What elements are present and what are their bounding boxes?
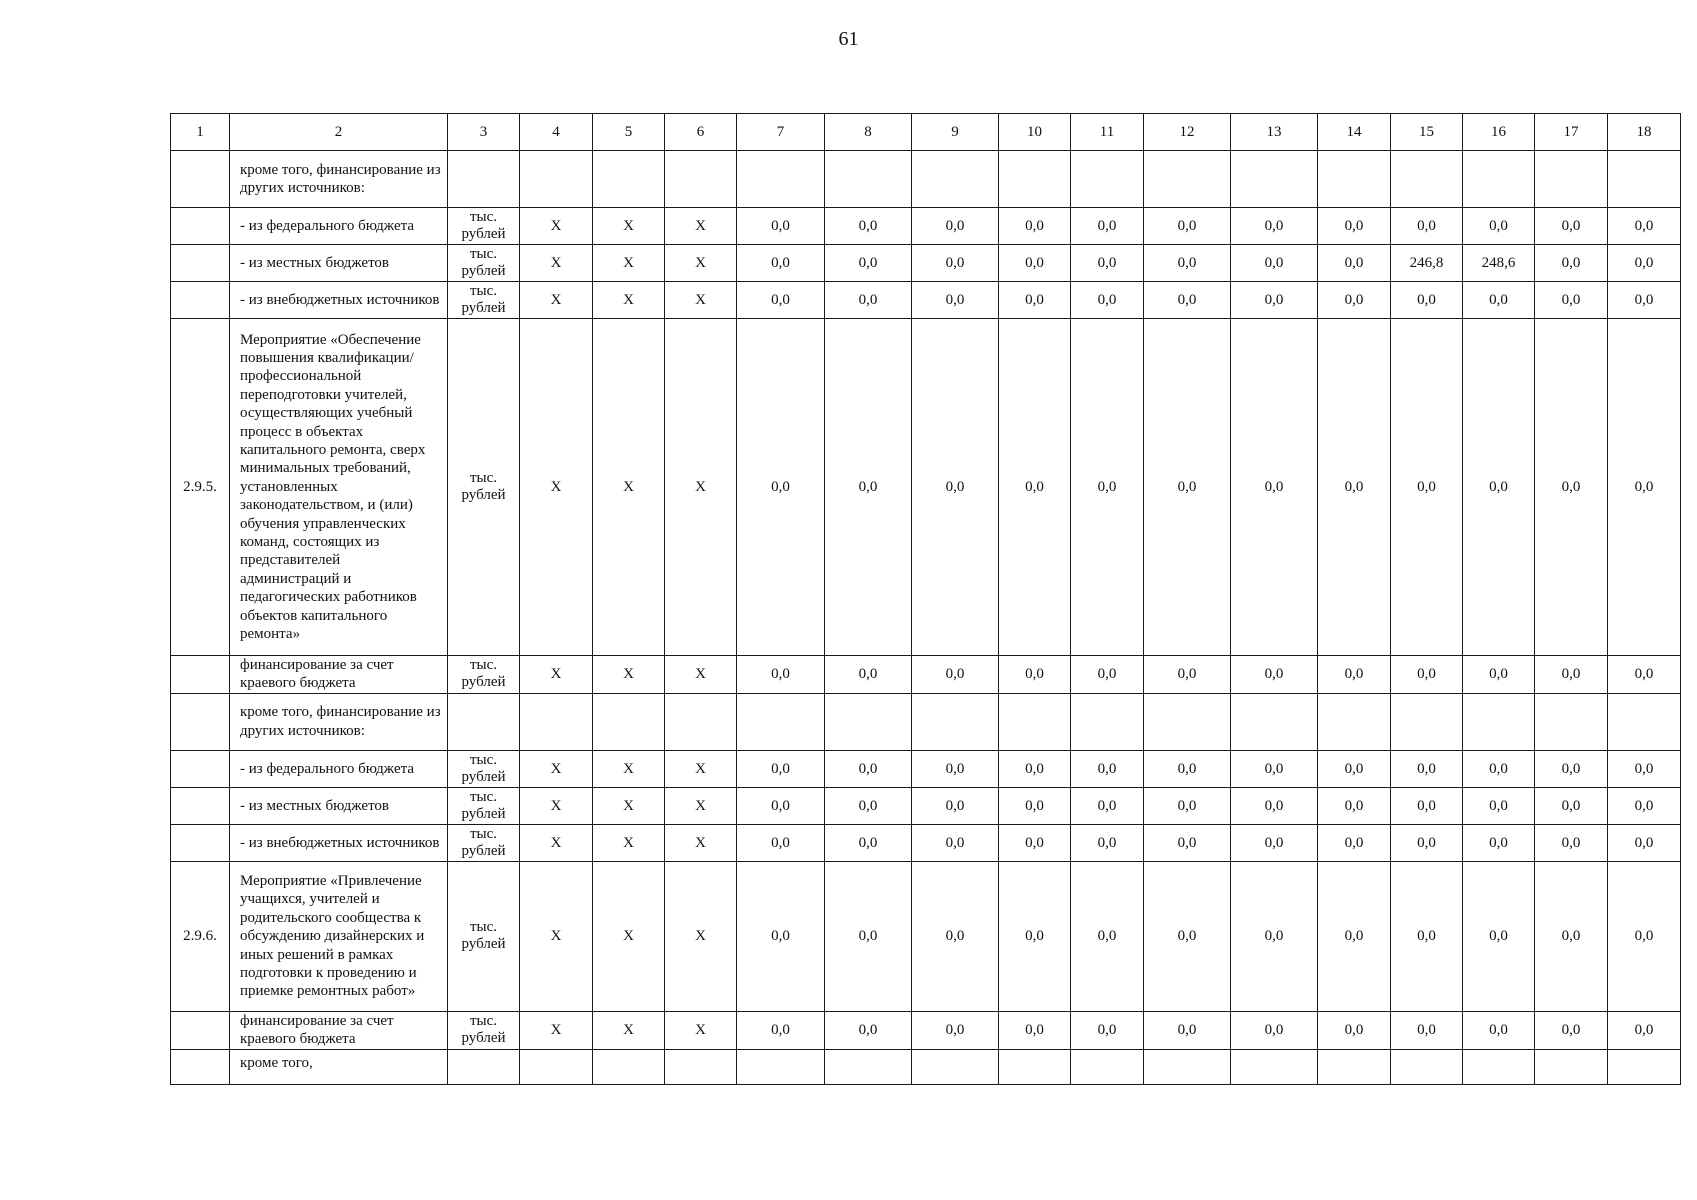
value-cell: 248,6 <box>1463 245 1535 282</box>
value-cell: 0,0 <box>912 656 999 694</box>
mark-cell: X <box>520 787 593 824</box>
mark-cell: X <box>593 787 665 824</box>
value-cell: 0,0 <box>1071 656 1144 694</box>
value-cell: 0,0 <box>999 245 1071 282</box>
value-cell <box>737 1049 825 1084</box>
value-cell: 246,8 <box>1391 245 1463 282</box>
unit-cell <box>448 693 520 750</box>
value-cell <box>737 151 825 208</box>
value-cell: 0,0 <box>1144 824 1231 861</box>
value-cell: 0,0 <box>1231 656 1318 694</box>
value-cell: 0,0 <box>912 208 999 245</box>
item-description: - из федерального бюджета <box>230 750 448 787</box>
mark-cell <box>665 693 737 750</box>
value-cell: 0,0 <box>912 1011 999 1049</box>
value-cell: 0,0 <box>1231 861 1318 1011</box>
value-cell: 0,0 <box>1071 282 1144 319</box>
value-cell: 0,0 <box>1535 245 1608 282</box>
value-cell: 0,0 <box>999 824 1071 861</box>
mark-cell: X <box>520 861 593 1011</box>
value-cell: 0,0 <box>1391 282 1463 319</box>
table-row <box>171 151 1681 208</box>
item-description: кроме того, <box>230 1049 448 1084</box>
item-description: Мероприятие «Обеспечение повышения квалификации/профессиональной переподготовки учителей, осуществляющих учебный процесс в объектах капитального ремонта, сверх минимальных требований, установленных законодательством, и (или) обучения управленческих команд, состоящих из представителей администраций и педагогических работников объектов капитального ремонта» <box>230 319 448 656</box>
value-cell: 0,0 <box>1608 824 1681 861</box>
value-cell: 0,0 <box>1391 208 1463 245</box>
table-row <box>171 1049 1681 1084</box>
value-cell: 0,0 <box>1535 787 1608 824</box>
column-number: 3 <box>448 114 520 151</box>
value-cell: 0,0 <box>1144 861 1231 1011</box>
value-cell: 0,0 <box>1535 824 1608 861</box>
unit-cell: тыс. рублей <box>448 750 520 787</box>
mark-cell: X <box>665 824 737 861</box>
value-cell <box>1463 693 1535 750</box>
value-cell: 0,0 <box>1071 824 1144 861</box>
value-cell: 0,0 <box>1608 208 1681 245</box>
value-cell <box>1144 151 1231 208</box>
value-cell: 0,0 <box>1144 787 1231 824</box>
table-row <box>171 656 1681 694</box>
value-cell: 0,0 <box>912 750 999 787</box>
value-cell: 0,0 <box>1608 282 1681 319</box>
value-cell: 0,0 <box>1391 787 1463 824</box>
value-cell <box>999 693 1071 750</box>
item-description: - из местных бюджетов <box>230 787 448 824</box>
value-cell: 0,0 <box>825 656 912 694</box>
value-cell: 0,0 <box>1071 319 1144 656</box>
unit-cell: тыс. рублей <box>448 245 520 282</box>
value-cell: 0,0 <box>1318 861 1391 1011</box>
value-cell: 0,0 <box>1608 245 1681 282</box>
value-cell: 0,0 <box>1318 282 1391 319</box>
item-code <box>171 656 230 694</box>
value-cell: 0,0 <box>737 824 825 861</box>
value-cell: 0,0 <box>1318 656 1391 694</box>
column-number: 16 <box>1463 114 1535 151</box>
mark-cell: X <box>520 282 593 319</box>
value-cell: 0,0 <box>737 282 825 319</box>
mark-cell: X <box>665 208 737 245</box>
value-cell: 0,0 <box>999 282 1071 319</box>
value-cell: 0,0 <box>999 319 1071 656</box>
value-cell <box>1231 151 1318 208</box>
value-cell <box>1608 1049 1681 1084</box>
mark-cell <box>593 693 665 750</box>
column-number: 13 <box>1231 114 1318 151</box>
value-cell <box>1144 693 1231 750</box>
table-row <box>171 824 1681 861</box>
value-cell <box>1318 693 1391 750</box>
item-code <box>171 208 230 245</box>
value-cell: 0,0 <box>825 282 912 319</box>
value-cell: 0,0 <box>1535 208 1608 245</box>
mark-cell: X <box>520 1011 593 1049</box>
value-cell: 0,0 <box>1144 656 1231 694</box>
item-code <box>171 824 230 861</box>
mark-cell <box>665 151 737 208</box>
value-cell: 0,0 <box>999 861 1071 1011</box>
item-code: 2.9.6. <box>171 861 230 1011</box>
mark-cell: X <box>665 787 737 824</box>
column-number: 12 <box>1144 114 1231 151</box>
mark-cell: X <box>520 319 593 656</box>
value-cell: 0,0 <box>1463 282 1535 319</box>
item-code <box>171 282 230 319</box>
value-cell: 0,0 <box>999 1011 1071 1049</box>
value-cell: 0,0 <box>1463 787 1535 824</box>
value-cell: 0,0 <box>1071 1011 1144 1049</box>
value-cell <box>825 1049 912 1084</box>
value-cell: 0,0 <box>1231 319 1318 656</box>
value-cell: 0,0 <box>825 319 912 656</box>
mark-cell: X <box>665 656 737 694</box>
value-cell <box>1391 151 1463 208</box>
value-cell: 0,0 <box>999 208 1071 245</box>
value-cell <box>912 1049 999 1084</box>
mark-cell <box>593 151 665 208</box>
value-cell <box>1071 1049 1144 1084</box>
column-number: 11 <box>1071 114 1144 151</box>
value-cell: 0,0 <box>1608 750 1681 787</box>
value-cell: 0,0 <box>1535 319 1608 656</box>
mark-cell <box>520 693 593 750</box>
value-cell <box>1071 151 1144 208</box>
column-number: 8 <box>825 114 912 151</box>
value-cell: 0,0 <box>1535 750 1608 787</box>
mark-cell: X <box>665 282 737 319</box>
item-code <box>171 1011 230 1049</box>
item-code <box>171 245 230 282</box>
value-cell: 0,0 <box>1463 319 1535 656</box>
value-cell: 0,0 <box>1535 656 1608 694</box>
value-cell: 0,0 <box>1318 787 1391 824</box>
mark-cell: X <box>665 1011 737 1049</box>
value-cell: 0,0 <box>1071 787 1144 824</box>
table-row <box>171 787 1681 824</box>
value-cell: 0,0 <box>1144 208 1231 245</box>
value-cell: 0,0 <box>1144 245 1231 282</box>
value-cell: 0,0 <box>1608 319 1681 656</box>
value-cell: 0,0 <box>1318 750 1391 787</box>
value-cell: 0,0 <box>1608 656 1681 694</box>
unit-cell: тыс. рублей <box>448 282 520 319</box>
value-cell: 0,0 <box>1391 861 1463 1011</box>
value-cell <box>1144 1049 1231 1084</box>
unit-cell: тыс. рублей <box>448 208 520 245</box>
mark-cell: X <box>593 1011 665 1049</box>
value-cell: 0,0 <box>1608 1011 1681 1049</box>
table-row <box>171 245 1681 282</box>
value-cell: 0,0 <box>1391 319 1463 656</box>
column-number: 17 <box>1535 114 1608 151</box>
value-cell: 0,0 <box>1231 208 1318 245</box>
item-code <box>171 151 230 208</box>
value-cell: 0,0 <box>1231 282 1318 319</box>
value-cell: 0,0 <box>1463 750 1535 787</box>
value-cell: 0,0 <box>737 245 825 282</box>
value-cell: 0,0 <box>1071 861 1144 1011</box>
mark-cell: X <box>665 750 737 787</box>
value-cell: 0,0 <box>999 787 1071 824</box>
value-cell: 0,0 <box>1608 787 1681 824</box>
value-cell: 0,0 <box>1463 824 1535 861</box>
mark-cell: X <box>593 750 665 787</box>
value-cell <box>1318 1049 1391 1084</box>
value-cell: 0,0 <box>737 319 825 656</box>
unit-cell: тыс. рублей <box>448 1011 520 1049</box>
mark-cell: X <box>665 861 737 1011</box>
table-row <box>171 693 1681 750</box>
value-cell: 0,0 <box>1231 787 1318 824</box>
mark-cell: X <box>520 245 593 282</box>
value-cell <box>825 151 912 208</box>
mark-cell: X <box>593 282 665 319</box>
mark-cell: X <box>593 656 665 694</box>
value-cell: 0,0 <box>1463 1011 1535 1049</box>
value-cell: 0,0 <box>1318 208 1391 245</box>
value-cell <box>1608 151 1681 208</box>
value-cell: 0,0 <box>1463 208 1535 245</box>
item-description: - из федерального бюджета <box>230 208 448 245</box>
mark-cell: X <box>665 245 737 282</box>
mark-cell: X <box>520 208 593 245</box>
value-cell: 0,0 <box>737 861 825 1011</box>
item-description: - из внебюджетных источников <box>230 824 448 861</box>
table-row <box>171 319 1681 656</box>
value-cell: 0,0 <box>737 750 825 787</box>
item-description: кроме того, финансирование из других источников: <box>230 693 448 750</box>
value-cell <box>1463 1049 1535 1084</box>
value-cell <box>912 693 999 750</box>
value-cell: 0,0 <box>912 861 999 1011</box>
table-row <box>171 208 1681 245</box>
value-cell: 0,0 <box>1608 861 1681 1011</box>
unit-cell <box>448 1049 520 1084</box>
value-cell: 0,0 <box>1231 1011 1318 1049</box>
value-cell: 0,0 <box>1535 282 1608 319</box>
column-number: 1 <box>171 114 230 151</box>
value-cell: 0,0 <box>1463 656 1535 694</box>
item-description: кроме того, финансирование из других источников: <box>230 151 448 208</box>
mark-cell: X <box>593 824 665 861</box>
value-cell: 0,0 <box>912 245 999 282</box>
value-cell: 0,0 <box>1144 750 1231 787</box>
column-number: 10 <box>999 114 1071 151</box>
value-cell <box>1535 151 1608 208</box>
value-cell: 0,0 <box>1231 824 1318 861</box>
value-cell: 0,0 <box>1144 282 1231 319</box>
mark-cell: X <box>593 319 665 656</box>
value-cell <box>912 151 999 208</box>
column-number: 2 <box>230 114 448 151</box>
column-number: 7 <box>737 114 825 151</box>
value-cell: 0,0 <box>912 824 999 861</box>
value-cell: 0,0 <box>825 787 912 824</box>
column-number: 6 <box>665 114 737 151</box>
column-number: 15 <box>1391 114 1463 151</box>
page-number: 61 <box>838 28 859 50</box>
budget-table <box>170 113 1681 1085</box>
value-cell <box>999 1049 1071 1084</box>
item-code <box>171 693 230 750</box>
value-cell: 0,0 <box>737 1011 825 1049</box>
value-cell: 0,0 <box>737 656 825 694</box>
value-cell <box>1391 693 1463 750</box>
value-cell: 0,0 <box>1071 245 1144 282</box>
header-row <box>171 114 1681 151</box>
value-cell <box>1071 693 1144 750</box>
value-cell <box>1535 693 1608 750</box>
value-cell: 0,0 <box>737 208 825 245</box>
mark-cell <box>593 1049 665 1084</box>
mark-cell: X <box>665 319 737 656</box>
value-cell <box>1608 693 1681 750</box>
value-cell: 0,0 <box>1144 319 1231 656</box>
value-cell: 0,0 <box>1318 319 1391 656</box>
value-cell: 0,0 <box>1535 861 1608 1011</box>
value-cell <box>1535 1049 1608 1084</box>
unit-cell: тыс. рублей <box>448 656 520 694</box>
value-cell: 0,0 <box>1318 245 1391 282</box>
value-cell: 0,0 <box>825 208 912 245</box>
mark-cell: X <box>593 208 665 245</box>
item-code: 2.9.5. <box>171 319 230 656</box>
mark-cell: X <box>520 750 593 787</box>
mark-cell <box>665 1049 737 1084</box>
value-cell <box>825 693 912 750</box>
value-cell: 0,0 <box>825 750 912 787</box>
value-cell: 0,0 <box>1231 750 1318 787</box>
item-description: - из внебюджетных источников <box>230 282 448 319</box>
value-cell: 0,0 <box>1391 824 1463 861</box>
mark-cell <box>520 1049 593 1084</box>
mark-cell <box>520 151 593 208</box>
unit-cell: тыс. рублей <box>448 319 520 656</box>
table-row <box>171 1011 1681 1049</box>
value-cell: 0,0 <box>1318 824 1391 861</box>
column-number: 4 <box>520 114 593 151</box>
value-cell <box>1318 151 1391 208</box>
item-description: финансирование за счет краевого бюджета <box>230 1011 448 1049</box>
mark-cell: X <box>520 656 593 694</box>
value-cell: 0,0 <box>1391 1011 1463 1049</box>
column-number: 5 <box>593 114 665 151</box>
table-row <box>171 861 1681 1011</box>
item-code <box>171 787 230 824</box>
item-description: финансирование за счет краевого бюджета <box>230 656 448 694</box>
table-row <box>171 750 1681 787</box>
item-code <box>171 750 230 787</box>
value-cell: 0,0 <box>1535 1011 1608 1049</box>
value-cell: 0,0 <box>1231 245 1318 282</box>
value-cell: 0,0 <box>1144 1011 1231 1049</box>
value-cell: 0,0 <box>825 1011 912 1049</box>
value-cell: 0,0 <box>999 656 1071 694</box>
value-cell: 0,0 <box>1391 656 1463 694</box>
item-code <box>171 1049 230 1084</box>
value-cell: 0,0 <box>825 861 912 1011</box>
unit-cell: тыс. рублей <box>448 861 520 1011</box>
item-description: Мероприятие «Привлечение учащихся, учителей и родительского сообщества к обсуждению дизайнерских и иных решений в рамках подготовки к проведению и приемке ремонтных работ» <box>230 861 448 1011</box>
value-cell <box>1231 1049 1318 1084</box>
column-number: 18 <box>1608 114 1681 151</box>
value-cell: 0,0 <box>1391 750 1463 787</box>
value-cell <box>999 151 1071 208</box>
unit-cell <box>448 151 520 208</box>
table-row <box>171 282 1681 319</box>
value-cell: 0,0 <box>999 750 1071 787</box>
value-cell: 0,0 <box>912 319 999 656</box>
mark-cell: X <box>593 861 665 1011</box>
value-cell <box>1391 1049 1463 1084</box>
unit-cell: тыс. рублей <box>448 787 520 824</box>
value-cell: 0,0 <box>912 282 999 319</box>
value-cell: 0,0 <box>1071 208 1144 245</box>
value-cell: 0,0 <box>825 245 912 282</box>
value-cell: 0,0 <box>912 787 999 824</box>
value-cell: 0,0 <box>1463 861 1535 1011</box>
unit-cell: тыс. рублей <box>448 824 520 861</box>
value-cell <box>1231 693 1318 750</box>
column-number: 14 <box>1318 114 1391 151</box>
item-description: - из местных бюджетов <box>230 245 448 282</box>
value-cell: 0,0 <box>825 824 912 861</box>
value-cell: 0,0 <box>1071 750 1144 787</box>
value-cell <box>1463 151 1535 208</box>
column-number: 9 <box>912 114 999 151</box>
mark-cell: X <box>593 245 665 282</box>
value-cell: 0,0 <box>737 787 825 824</box>
mark-cell: X <box>520 824 593 861</box>
value-cell: 0,0 <box>1318 1011 1391 1049</box>
value-cell <box>737 693 825 750</box>
